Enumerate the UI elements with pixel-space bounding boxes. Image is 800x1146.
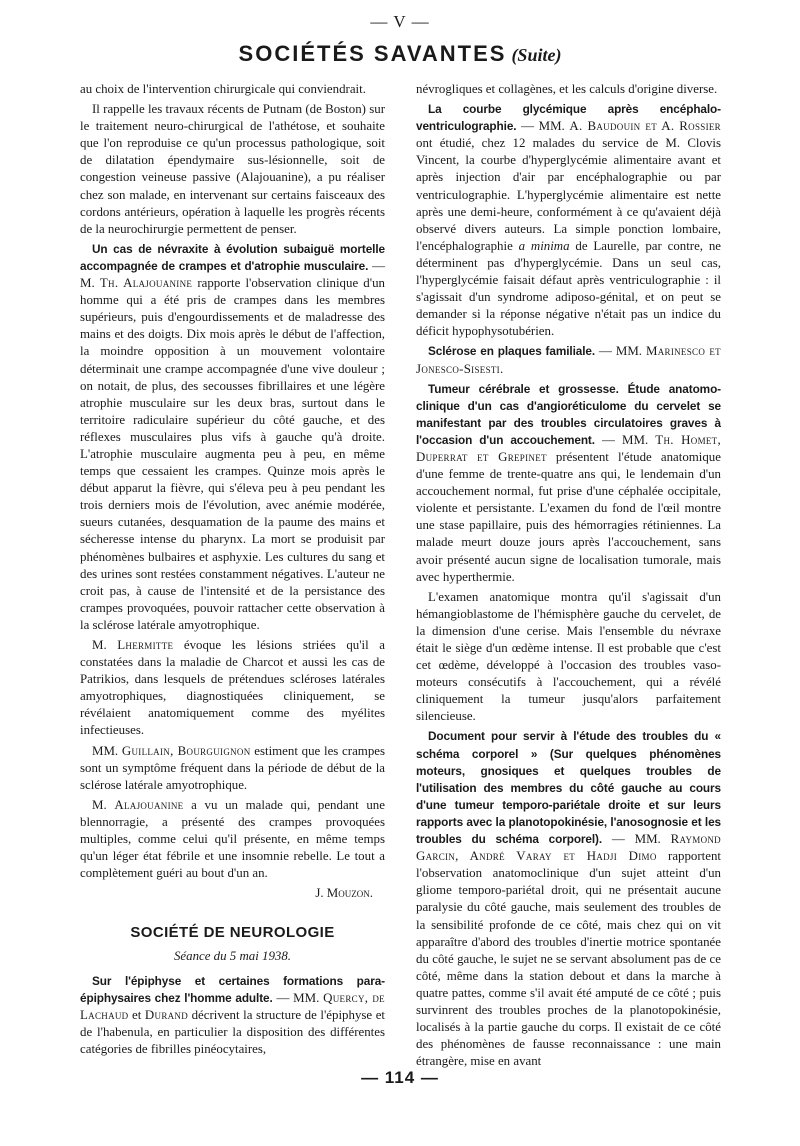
author-name: Lhermitte [117, 638, 174, 652]
paragraph-body: estiment que les crampes sont un symptôme fréquent dans la période de début de la sclérose latérale amyotrophique. [80, 743, 385, 792]
running-suite: (Suite) [511, 45, 562, 65]
communication-title: Tumeur cérébrale et grossesse. Étude anatomo-clinique d'un cas d'angioréticulome du cervelet se manifestant par des troubles circulatoires graves à l'occasion d'un accouchement. [416, 381, 721, 447]
communication-entry: Sur l'épiphyse et certaines formations para-épiphysaires chez l'homme adulte. — MM. Quercy, de Lachaud et Durand décrivent la structure de l'épiphyse et de l'habenula, en particulier la disposition des différentes catégories de fibrilles pinéocytaires, [80, 973, 385, 1056]
roman-folio: — V — [370, 12, 430, 31]
communication-title: La courbe glycémique après encéphalo-ventriculographie. [416, 102, 721, 134]
author-name: Guillain, Bourguignon [121, 743, 251, 758]
paragraph: Il rappelle les travaux récents de Putnam (de Boston) sur le traitement neuro-chirurgical de l'athétose, et souhaite que l'on reproduise ce qu'un processus pathologique, soit de dilatation épendymaire sus-lésionnelle, soit de congestion veineuse passive (Alajouanine), a pu réaliser chez son malade, en intervenant sur certains faisceaux des cordons antérieurs, opération à laquelle les progrès récents de la neurochirurgie permettent de penser. [80, 102, 385, 236]
communication-title: Sur l'épiphyse et certaines formations para-épiphysaires chez l'homme adulte. [80, 973, 385, 1005]
author-name: Alajouanine [114, 797, 184, 812]
author-name: Marinesco et Jonesco-Sisesti. [416, 344, 721, 376]
paragraph-body: évoque les lésions striées qu'il a constatées dans la maladie de Charcot et aussi les cas de Patrikios, dans lesquels de prétendues scléroses latérales amyotrophiques, diagnostiquées cliniquement, se révélaient anatomiquement comme des myélites infectieuses. [80, 638, 385, 738]
paragraph: M. Lhermitte évoque les lésions striées qu'il a constatées dans la maladie de Charcot et aussi les cas de Patrikios, dans lesquels de prétendues scléroses latérales amyotrophiques, diagnostiquées cliniquement, se révélaient anatomiquement comme des myélites infectieuses. [80, 638, 385, 738]
paragraph: névrogliques et collagènes, et les calculs d'origine diverse. [416, 82, 718, 96]
paragraph: au choix de l'intervention chirurgicale qui conviendrait. [80, 82, 366, 96]
paragraph-body: présentent l'étude anatomique d'une femme de trente-quatre ans qui, le lendemain d'un accouchement normal, fut prise d'une céphalée occipitale, violente et persistante. L'examen du fond de l'œil montre une stase papillaire, puis des hémorragies rétiniennes. La malade meurt douze jours après l'accouchement, sans avoir présenté aucun signe de localisation tumorale, mais avec hyperthermie. [416, 449, 721, 584]
communication-title: Un cas de névraxite à évolution subaiguë mortelle accompagnée de crampes et d'atrophie musculaire. [80, 241, 385, 273]
paragraph-body: a vu un malade qui, pendant une blennorragie, a présenté des crampes provoquées multiples, comme celui qu'il présente, en même temps qu'un léger état fébrile et une insomnie rebelle. Le tout a complètement guéri au bout d'un an. [80, 797, 385, 881]
paragraph: L'examen anatomique montra qu'il s'agissait d'un hémangioblastome de l'hémisphère gauche du cervelet, de la dimension d'une cerise. Mais l'ensemble du névraxe était le siège d'un œdème intense. Il est probable que c'est cet œdème, développé à l'occasion des troubles vaso-moteurs consécutifs à l'accouchement, qui a révélé cliniquement la tumeur jusqu'alors parfaitement silencieuse. [416, 589, 721, 724]
author-name: Raymond Garcin, André Varay et Hadji Dimo [416, 832, 721, 864]
running-title: SOCIÉTÉS SAVANTES [238, 41, 507, 66]
signature: J. Mouzon. [315, 886, 373, 901]
communication-entry: Tumeur cérébrale et grossesse. Étude anatomo-clinique d'un cas d'angioréticulome du cervelet se manifestant par des troubles circulatoires graves à l'occasion d'un accouchement. — MM. Th. Homet, Duperrat et Grepinet présentent l'étude anatomique d'une femme de trente-quatre ans qui, le lendemain d'un accouchement normal, fut prise d'une céphalée occipitale, violente et persistante. L'examen du fond de l'œil montre une stase papillaire, puis des hémorragies rétiniennes. La malade meurt douze jours après l'accouchement, sans avoir présenté aucun signe de localisation tumorale, mais avec hyperthermie. [416, 381, 721, 584]
session-date: Séance du 5 mai 1938. [173, 948, 292, 963]
paragraph-body: décrivent la structure de l'épiphyse et de l'habenula, en particulier la disposition des différentes catégories de fibrilles pinéocytaires, [80, 1007, 385, 1056]
paragraph: M. Alajouanine a vu un malade qui, pendant une blennorragie, a présenté des crampes provoquées multiples, comme celui qu'il présente, en même temps qu'un léger état fébrile et une insomnie rebelle. Le tout a complètement guéri au bout d'un an. [80, 797, 385, 881]
author-name: Th. Homet, Duperrat et Grepinet [416, 432, 721, 464]
page-number: — 114 — [361, 1068, 439, 1087]
paragraph-body: ont étudié, chez 12 malades du service de M. Clovis Vincent, la courbe d'hyperglycémie alimentaire avant et après injection d'air par encéphalographie ou par ventriculographie. L'hyperglycémie alimentaire est nette après une demi-heure, conformément à ce qu'avaient déjà observé divers auteurs. La simple ponction lombaire, l'encéphalographie [416, 136, 721, 253]
running-head [0, 41, 800, 67]
communication-title: Sclérose en plaques familiale. [428, 344, 596, 359]
communication-entry: La courbe glycémique après encéphalo-ventriculographie. — MM. A. Baudouin et A. Rossier ont étudié, chez 12 malades du service de M. Clovis Vincent, la courbe d'hyperglycémie alimentaire avant et après injection d'air par encéphalographie ou par ventriculographie. L'hyperglycémie alimentaire est nette après une demi-heure, conformément à ce qu'avaient déjà observé divers auteurs. La simple ponction lombaire, l'encéphalographie a minima de Laurelle, par contre, ne déterminent pas d'hyperglycémie. Dans un seul cas, l'hyperglycémie faisait défaut après ventriculographie : il s'agissait d'un syndrome adiposo-génital, et on peut se demander si la réponse négative n'était pas un indice du déficit hypophysotubérien. [416, 102, 722, 339]
paragraph-body: rapportent l'observation anatomoclinique d'un sujet atteint d'un gliome temporo-pariétal droit, qui ne présentait aucune paralysie du côté gauche, mais seulement des troubles de la sensibilité profonde de ce côté, mais chez qui on vit apparaître d'abord des troubles d'inertie motrice spontanée du côté gauche, le sujet ne se servant absolument pas de ce côté, même dans la station debout et dans la marche à quatre pattes, comme s'il avait été amputé de ce côté ; puis survinrent des troubles proches de la planotopokinésie, localisés à la partie gauche du corps. Il existait de ce côté des phénomènes de fausse reconnaissance : une main étrangère, mise en avant [416, 849, 721, 1069]
paragraph: MM. Guillain, Bourguignon estiment que les crampes sont un symptôme fréquent dans la période de début de la sclérose latérale amyotrophique. [80, 743, 385, 792]
italic-term: a minima [518, 238, 570, 253]
author-name: A. Baudouin et A. Rossier [569, 119, 721, 134]
left-column [80, 81, 385, 1061]
paragraph-body: de Laurelle, par contre, ne déterminent pas d'hyperglycémie. Dans un seul cas, l'hyperglycémie faisait défaut après ventriculographie : il s'agissait d'un syndrome adiposo-génital, et on peut se demander si la réponse négative n'était pas un indice du déficit hypophysotubérien. [416, 238, 722, 339]
author-name: Durand [144, 1007, 189, 1022]
communication-entry: Sclérose en plaques familiale. — MM. Marinesco et Jonesco-Sisesti. [416, 344, 721, 376]
section-title: SOCIÉTÉ DE NEUROLOGIE [130, 924, 335, 942]
communication-entry: Un cas de névraxite à évolution subaiguë mortelle accompagnée de crampes et d'atrophie musculaire. — M. Th. Alajouanine rapporte l'observation clinique d'un homme qui a été pris de crampes dans les membres supérieurs, puis d'engourdissements et de maladresse des mains et des doigts. Dix mois après le début de l'affection, la moindre opposition à un mouvement volontaire déterminait une crampe accompagnée d'une vive douleur ; on notait, de plus, des secousses fibrillaires et une légère atrophie musculaire sur les deux bras, surtout dans le territoire radiculaire supérieur du côté gauche, et des réflexes musculaires plus vifs à gauche qu'à droite. L'atrophie musculaire augmenta peu à peu, en même temps que cessaient les crampes. Quinze mois après le début apparut la fièvre, qui s'éleva peu à peu pendant les trois derniers mois de l'évolution, avec anémie modérée, sueurs cutanées, desquamation de la paume des mains et sécheresse intense du pharynx. La mort se produisit par phénomènes bulbaires et asphyxie. Les cultures du sang et des urines sont restées constamment négatives. L'auteur ne croit pas, à cause de l'intensité et de la persistance des crampes provoquées, pouvoir rattacher cette observation à la sclérose latérale amyotrophique. [80, 241, 385, 632]
communication-title: Document pour servir à l'étude des troubles du « schéma corporel » (Sur quelques phénomènes moteurs, gnosiques et quelques troubles de l'utilisation des membres du côté gauche au cours d'une tumeur temporo-pariétale droite et sur leurs rapports avec la planotopokinésie, l'anosognosie et les troubles du schéma corporel). [416, 729, 721, 847]
author-name: Quercy, de Lachaud [80, 990, 385, 1022]
paragraph-body: rapporte l'observation clinique d'un homme qui a été pris de crampes dans les membres supérieurs, puis d'engourdissements et de maladresse des mains et des doigts. Dix mois après le début de l'affection, la moindre opposition à un mouvement volontaire déterminait une crampe accompagnée d'une vive douleur ; on notait, de plus, des secousses fibrillaires et une légère atrophie musculaire sur les deux bras, surtout dans le territoire radiculaire supérieur du côté gauche, et des réflexes musculaires plus vifs à gauche qu'à droite. L'atrophie musculaire augmenta peu à peu, en même temps que cessaient les crampes. Quinze mois après le début apparut la fièvre, qui s'éleva peu à peu pendant les trois derniers mois de l'évolution, avec anémie modérée, sueurs cutanées, desquamation de la paume des mains et sécheresse intense du pharynx. La mort se produisit par phénomènes bulbaires et asphyxie. Les cultures du sang et des urines sont restées constamment négatives. L'auteur ne croit pas, à cause de l'intensité et de la persistance des crampes provoquées, pouvoir rattacher cette observation à la sclérose latérale amyotrophique. [80, 276, 385, 632]
author-name: Th. Alajouanine [99, 276, 193, 291]
communication-entry: Document pour servir à l'étude des troubles du « schéma corporel » (Sur quelques phénomènes moteurs, gnosiques et quelques troubles de l'utilisation des membres du côté gauche au cours d'une tumeur temporo-pariétale droite et sur leurs rapports avec la planotopokinésie, l'anosognosie et les troubles du schéma corporel). — MM. Raymond Garcin, André Varay et Hadji Dimo rapportent l'observation anatomoclinique d'un sujet atteint d'un gliome temporo-pariétal droit, qui ne présentait aucune paralysie du côté gauche, mais seulement des troubles de la sensibilité profonde de ce côté, mais chez qui on vit apparaître d'abord des troubles d'inertie motrice spontanée du côté gauche, le sujet ne se servant absolument pas de ce côté, même dans la station debout et dans la marche à quatre pattes, comme s'il avait été amputé de ce côté ; puis survinrent des troubles proches de la planotopokinésie, localisés à la partie gauche du corps. Il existait de ce côté des phénomènes de fausse reconnaissance : une main étrangère, mise en avant [416, 729, 721, 1069]
right-column [416, 81, 721, 1073]
